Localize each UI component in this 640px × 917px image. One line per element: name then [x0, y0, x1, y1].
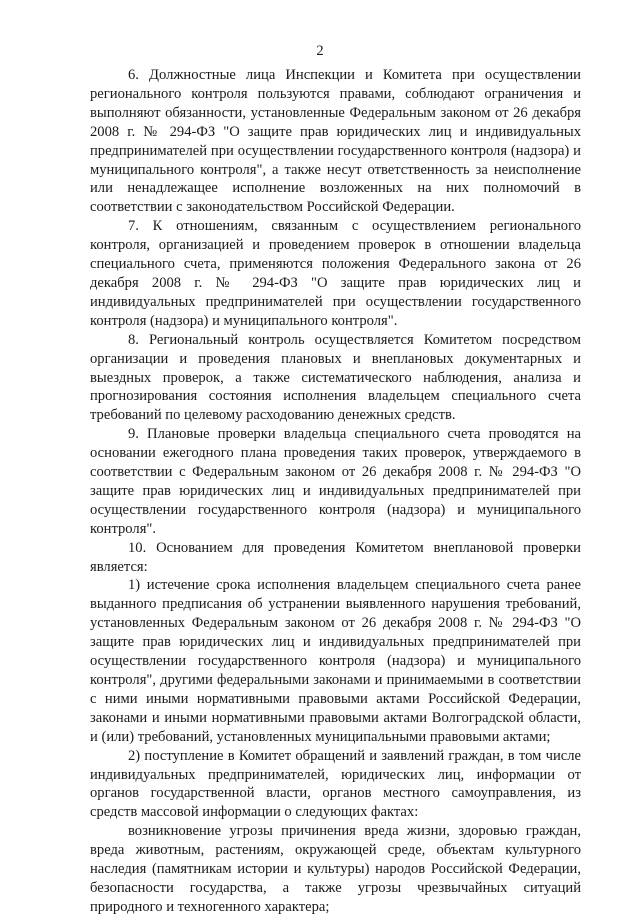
- paragraph-7: 7. К отношениям, связанным с осуществлением регионального контроля, организацией и проведением проверок в отношении владельца специального счета, применяются положения Федерального закона от 26 декабря 2008 г. № 294-ФЗ "О защите прав юридических лиц и индивидуальных предпринимателей при осуществлении государственного контроля (надзора) и муниципального контроля".: [90, 218, 581, 329]
- paragraph-6: 6. Должностные лица Инспекции и Комитета при осуществлении регионального контроля пользуются правами, соблюдают ограничения и выполняют обязанности, установленные Федеральным законом от 26 декабря 2008 г. № 294-ФЗ "О защите прав юридических лиц и индивидуальных предпринимателей при осуществлении государственного контроля (надзора) и муниципального контроля", а также несут ответственность за неисполнение или ненадлежащее исполнение возложенных на них полномочий в соответствии с законодательством Российской Федерации.: [90, 67, 581, 216]
- subitem-1: 1) истечение срока исполнения владельцем специального счета ранее выданного предписания об устранении выявленного нарушения требований, установленных Федеральным законом от 26 декабря 2008 г. № 294-ФЗ "О защите прав юридических лиц и индивидуальных предпринимателей при осуществлении государственного контроля (надзора) и муниципального контроля", другими федеральными законами и принимаемыми в соответствии с ними иными нормативными правовыми актами Российской Федерации, законами и иными нормативными правовыми актами Волгоградской области, и (или) требований, установленных муниципальными правовыми актами;: [90, 577, 581, 745]
- subitem-2-fact: возникновение угрозы причинения вреда жизни, здоровью граждан, вреда животным, растениям, окружающей среде, объектам культурного наследия (памятникам истории и культуры) народов Российской Федерации, безопасности государства, а также угрозы чрезвычайных ситуаций природного и техногенного характера;: [90, 823, 581, 915]
- paragraph-9: 9. Плановые проверки владельца специального счета проводятся на основании ежегодного плана проведения таких проверок, утверждаемого в соответствии с Федеральным законом от 26 декабря 2008 г. № 294-ФЗ "О защите прав юридических лиц и индивидуальных предпринимателей при осуществлении государственного контроля (надзора) и муниципального контроля".: [90, 426, 581, 537]
- page-number: 2: [316, 43, 324, 59]
- document-body: [90, 66, 581, 917]
- paragraph-8: 8. Региональный контроль осуществляется Комитетом посредством организации и проведения плановых и внеплановых документарных и выездных проверок, а также систематического наблюдения, анализа и прогнозирования состояния исполнения владельцем специального счета требований по целевому расходованию денежных средств.: [90, 331, 581, 424]
- paragraph-10: 10. Основанием для проведения Комитетом внеплановой проверки является:: [90, 539, 581, 575]
- subitem-2: 2) поступление в Комитет обращений и заявлений граждан, в том числе индивидуальных предпринимателей, юридических лиц, информации от органов государственной власти, органов местного самоуправления, из средств массовой информации о следующих фактах:: [90, 747, 581, 821]
